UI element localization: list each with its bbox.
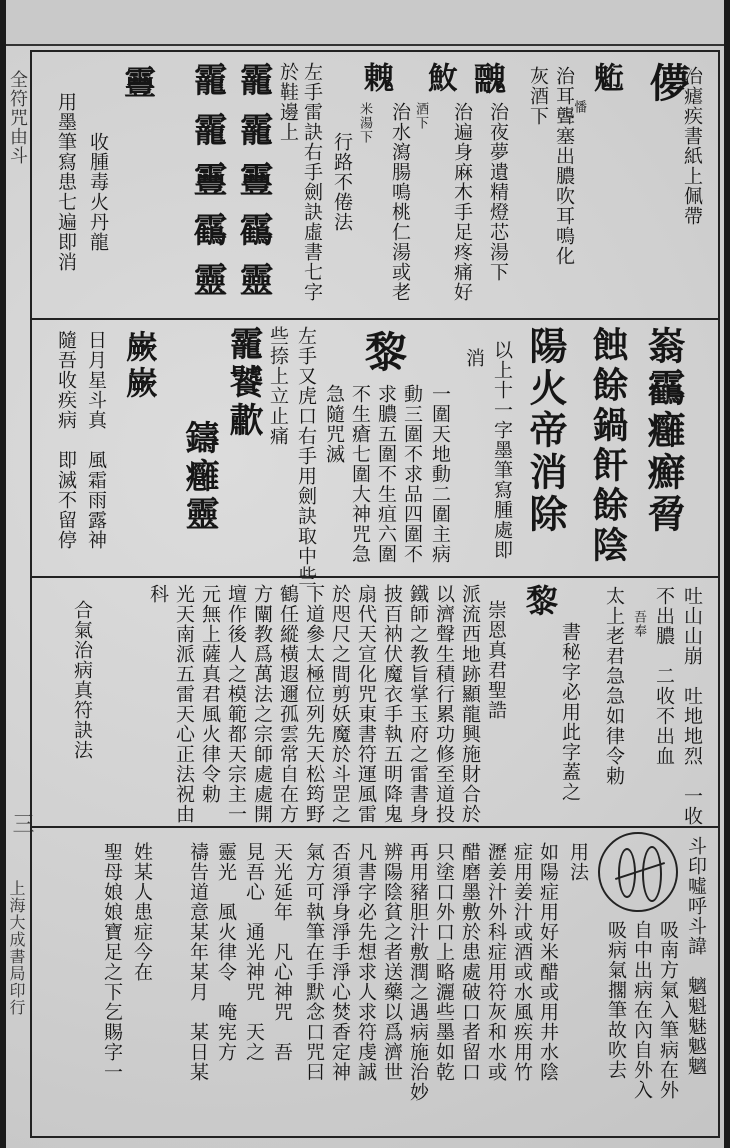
talisman-row-9: 靍 [187,212,227,250]
text-11: 用墨筆寫患七遍即消 [55,92,77,272]
text-s4-18: 靈光 風火律令 唵宪方 [215,842,237,1062]
divider-1 [30,318,720,320]
text-s3-15: 方闡教爲萬法之宗師處處開 [251,584,273,824]
text-s3-4: 太上老君急急如律令勅 [603,586,625,786]
text-s3-18: 光天南派五雷天心正法祝由 [173,584,195,824]
talisman-big-s3: 黎 [521,584,559,620]
text-s4-2: 吸南方氣入筆病在外 [657,920,679,1100]
talisman-row-f: 嶡嶡 [121,330,159,402]
text-s4-6: 如陽症用好米醋或用井水陰 [537,842,559,1082]
text-s4-11: 再用豬胆汁敷潤之遇病施治妙 [407,842,429,1102]
text-2: 治耳聾塞出膿吹耳鳴化 [553,66,575,266]
text-s3-9: 鐵師之教旨掌玉府之雷書身 [407,584,429,824]
text-s2-9: 些捺上立止痛 [267,326,289,446]
text-6b: 米湯下 [357,102,372,144]
text-s3-5: 書秘字必用此字蓋之 [559,622,581,802]
text-s3-1: 吐山山崩 吐地地烈 一收 [681,586,703,826]
text-s4-7: 症用姜汁或酒或水風疾用竹 [511,842,533,1082]
text-s4-4: 吸病氣擱筆故吹去 [605,920,627,1080]
text-s2-5: 求膿五圍不生疽六圍 [375,384,397,564]
divider-3 [30,826,720,828]
book-page [6,0,724,1148]
text-s3-16: 壇作後人之模範都天宗主一 [225,584,247,824]
text-9: 於鞋邊上 [277,62,299,142]
talisman-row-3: 靊 [233,162,273,200]
talisman-8: 靊 [119,66,157,102]
text-s3-3: 吾奉 [631,610,646,638]
talisman-1: 儚 [643,62,690,106]
seal-stamp [598,832,678,912]
text-s4-5: 用法 [567,842,589,882]
text-6a: 治水瀉腸鳴桃仁湯或老 [389,102,411,302]
divider-2 [30,576,720,578]
talisman-5: 䰻 [422,62,457,96]
text-s3-6: 崇恩真君聖誥 [485,600,507,720]
text-s4-1: 斗印噓呼斗諱 魑魁魅魆魑 [685,836,707,1076]
talisman-row-1: 靇 [233,62,273,100]
text-s2-7: 急隨咒滅 [323,384,345,464]
text-s4-17: 見吾心 通光神咒 天之 [243,842,265,1062]
text-s4-12: 辨陽陰貧之者送藥以爲濟世 [381,842,403,1082]
text-s2-4: 動三圍不求品四圍不 [401,384,423,564]
text-5b: 酒下 [413,102,428,130]
talisman-row-d: 靇饕歗 [223,326,263,440]
text-1: 治瘧疾書紙上佩帶 [681,66,703,226]
text-s4-14: 否須淨身淨手淨心焚香定神 [329,842,351,1082]
text-s3-11: 扇代天宣化咒東書符運風雷 [355,584,377,824]
text-s4-8: 瀝姜汁外科症用符灰和水或 [485,842,507,1082]
talisman-row-b: 蝕餘鍋飦餘陰 [587,326,629,566]
text-s4-9: 醋磨墨敷於患處破口者留口 [459,842,481,1082]
text-7: 行路不倦法 [331,132,353,232]
text-s4-10: 只塗口外口上略灑些墨如乾 [433,842,455,1082]
top-margin [6,0,724,46]
text-s4-15: 氣方可執筆在手默念口咒曰 [303,842,325,1082]
text-s4-3: 自中出病在內自外入 [631,920,653,1100]
talisman-4: 䰭 [469,62,507,98]
text-s3-20: 合氣治病真符訣法 [71,600,93,760]
text-8: 左手雷訣右手劍訣虛書七字 [301,62,323,302]
talisman-row-6: 靇 [187,62,227,100]
text-s2-2: 消 [463,348,485,368]
text-s2-8: 左手又虎口右手用劍訣取中些 [295,326,317,586]
text-5a: 治遍身麻木手足疼痛好 [451,102,473,302]
talisman-6: 䰤 [358,62,393,96]
talisman-row-c: 陽火帝消除 [523,326,568,536]
talisman-row-8: 靊 [187,162,227,200]
talisman-big-s2: 黎 [359,330,408,376]
talisman-row-4: 靍 [233,212,273,250]
text-s3-19: 科 [147,584,169,604]
talisman-row-e: 鑄癰靈 [179,420,219,534]
talisman-2: 䰢 [588,62,623,96]
page-number: 三 [9,812,34,835]
text-s2-3: 一圍天地動二圍主病 [429,384,451,564]
publisher-imprint: 上海大成書局印行 [7,880,26,1016]
talisman-row-7: 靇 [187,112,227,150]
text-s4-19: 禱告道意某年某月 某日某 [187,842,209,1082]
text-s3-17: 元無上薩真君風火律令勅 [199,584,221,804]
text-s3-10: 披百衲伏魔衣手執五明降鬼 [381,584,403,824]
talisman-3: 憣 [571,100,586,114]
text-s2-6: 不生瘡七圍大神咒急 [349,384,371,564]
text-s3-8: 以濟聲生積行累功修至道投 [433,584,455,824]
text-s3-7: 派流西地跡顯龍興施財合於 [459,584,481,824]
talisman-row-a: 嵡靏癰癬脋 [641,326,686,536]
text-s3-14: 鶴任縱橫遐邇孤雲常自在方 [277,584,299,824]
talisman-row-10: 靈 [187,262,227,300]
text-4: 治夜夢遺精燈芯湯下 [487,102,509,282]
text-3: 灰酒下 [527,66,549,126]
book-title-margin: 全符咒由斗 [7,70,28,165]
text-s3-12: 於咫尺之間剪妖魔於斗罡之 [329,584,351,824]
text-s2-10: 日月星斗真 風霜雨露神 [85,330,107,550]
text-s3-2: 不出膿 二收不出血 [653,586,675,766]
text-s4-13: 凡書字必先想求人求符虔誠 [355,842,377,1082]
text-s3-13: 下道參太極位列先天松筠野 [303,584,325,824]
text-s4-16: 天光延年 凡心神咒 吾 [271,842,293,1062]
talisman-row-2: 靇 [233,112,273,150]
text-s2-1: 以上十一字墨筆寫腫處即 [491,340,513,560]
talisman-row-5: 靈 [233,262,273,300]
text-s4-21: 聖母娘娘寶足之下乞賜字一 [101,842,123,1082]
text-s4-20: 姓某人患症今在 [131,842,153,982]
text-10: 收腫毒火丹龍 [87,132,109,252]
text-s2-11: 隨吾收疾病 即滅不留停 [55,330,77,550]
